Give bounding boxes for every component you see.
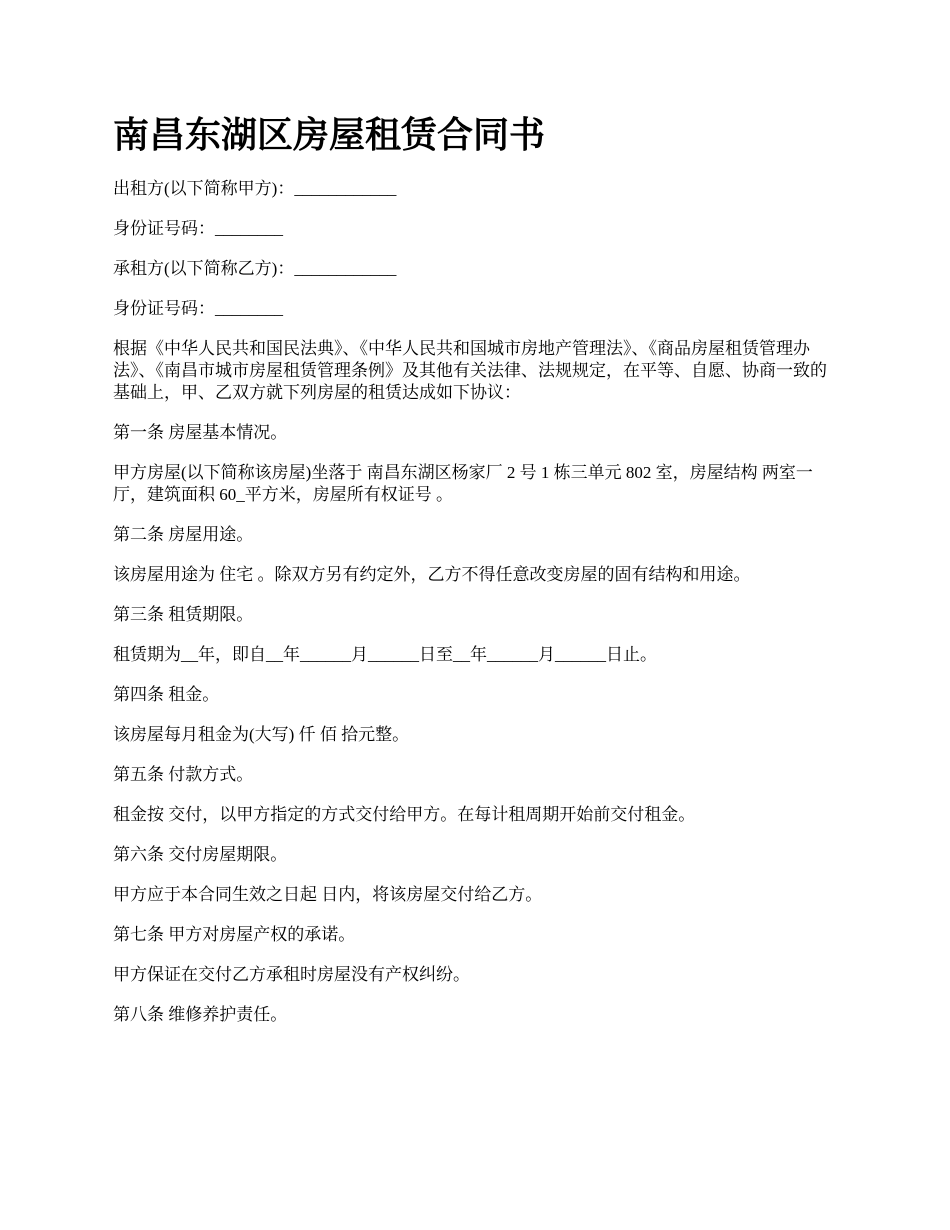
document-body: [113, 178, 838, 1044]
article-3-text: 租赁期为__年，即自__年______月______日至__年______月______日止。: [113, 645, 657, 664]
lessor-line: 出租方(以下简称甲方)：____________: [113, 179, 397, 198]
article-2-heading: 第二条 房屋用途。: [113, 525, 254, 544]
article-6-text: 甲方应于本合同生效之日起 日内，将该房屋交付给乙方。: [113, 885, 543, 904]
lessee-id-line: 身份证号码：________: [113, 299, 283, 318]
preamble-paragraph: 根据《中华人民共和国民法典》、《中华人民共和国城市房地产管理法》、《商品房屋租赁管理办法》、《南昌市城市房屋租赁管理条例》及其他有关法律、法规规定，在平等、自愿、协商一致的基础上，甲、乙双方就下列房屋的租赁达成如下协议：: [113, 339, 827, 402]
article-2-text: 该房屋用途为 住宅 。除双方另有约定外，乙方不得任意改变房屋的固有结构和用途。: [113, 565, 751, 584]
article-4-heading: 第四条 租金。: [113, 685, 220, 704]
lessee-line: 承租方(以下简称乙方)：____________: [113, 259, 397, 278]
article-8-heading: 第八条 维修养护责任。: [113, 1005, 288, 1024]
article-6-heading: 第六条 交付房屋期限。: [113, 845, 288, 864]
lessor-id-line: 身份证号码：________: [113, 219, 283, 238]
article-7-heading: 第七条 甲方对房屋产权的承诺。: [113, 925, 356, 944]
article-3-heading: 第三条 租赁期限。: [113, 605, 254, 624]
document-title: 南昌东湖区房屋租赁合同书: [113, 114, 546, 156]
article-5-heading: 第五条 付款方式。: [113, 765, 254, 784]
article-4-text: 该房屋每月租金为(大写) 仟 佰 拾元整。: [113, 725, 410, 744]
article-7-text: 甲方保证在交付乙方承租时房屋没有产权纠纷。: [113, 965, 470, 984]
article-5-text: 租金按 交付，以甲方指定的方式交付给甲方。在每计租周期开始前交付租金。: [113, 805, 696, 824]
article-1-text: 甲方房屋(以下简称该房屋)坐落于 南昌东湖区杨家厂 2 号 1 栋三单元 802 室，房屋结构 两室一厅，建筑面积 60_平方米，房屋所有权证号 。: [113, 463, 813, 504]
article-1-heading: 第一条 房屋基本情况。: [113, 423, 288, 442]
